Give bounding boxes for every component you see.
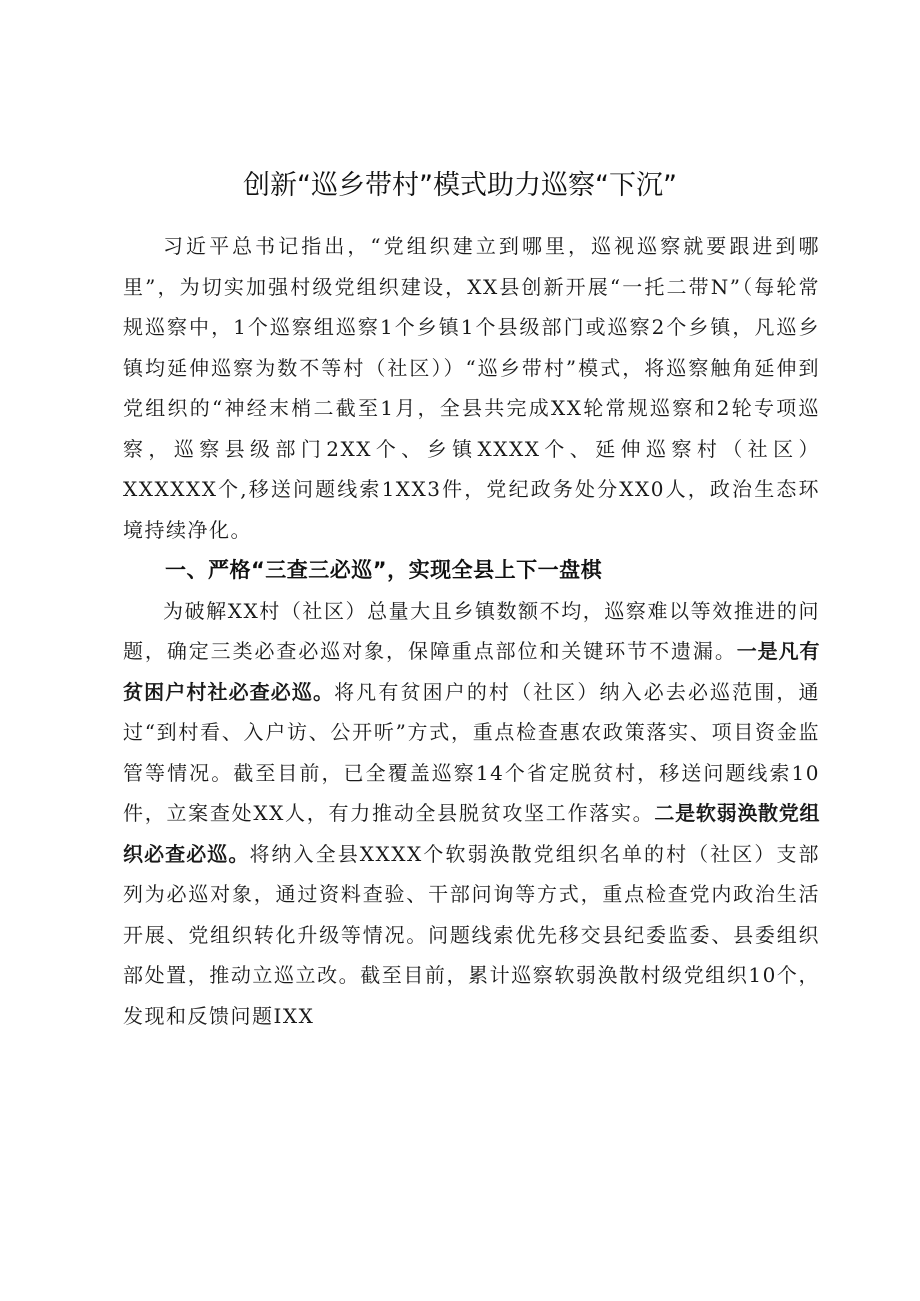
document-title: 创新“巡乡带村”模式助力巡察“下沉” [243, 170, 677, 201]
section-heading: 一、严格“三查三必巡”，实现全县上下一盘棋 [165, 558, 603, 582]
section-paragraph [123, 591, 820, 1037]
point-two-heading: 二是软弱涣散党组织必查必巡。 [123, 801, 821, 866]
intro-paragraph: 习近平总书记指出，“党组织建立到哪里，巡视巡察就要跟进到哪里”，为切实加强村级党组织建设，XX县创新开展“一托二带N”（每轮常规巡察中，1个巡察组巡察1个乡镇1个县级部门或巡察2个乡镇，凡巡乡镇均延伸巡察为数不等村（社区））“巡乡带村”模式，将巡察触角延伸到党组织的“神经末梢二截至1月，全县共完成XX轮常规巡察和2轮专项巡察，巡察县级部门2XX个、乡镇XXXX个、延伸巡察村（社区）XXXXXX个,移送问题线索1XX3件，党纪政务处分XX0人，政治生态环境持续净化。 [123, 234, 820, 542]
point-two-text: 将纳入全县XXXX个软弱涣散党组织名单的村（社区）支部列为必巡对象，通过资料查验、干部问询等方式，重点检查党内政治生活开展、党组织转化升级等情况。问题线索优先移交县纪委监委、县委组织部处置，推动立巡立改。截至目前，累计巡察软弱涣散村级党组织10个，发现和反馈问题IXX [123, 841, 821, 1028]
point-one-text: 将凡有贫困户的村（社区）纳入必去必巡范围，通过“到村看、入户访、公开听”方式，重点检查惠农政策落实、项目资金监管等情况。截至目前，已全覆盖巡察14个省定脱贫村，移送问题线索10件，立案查处XX人，有力推动全县脱贫攻坚工作落实。 [123, 679, 821, 825]
section-lead-text: 为破解XX村（社区）总量大且乡镇数额不均，巡察难以等效推进的问题，确定三类必查必巡对象，保障重点部位和关键环节不遗漏。 [123, 598, 820, 663]
point-one-heading: 一是凡有贫困户村社必查必巡。 [123, 639, 821, 704]
document-body [123, 226, 820, 1036]
